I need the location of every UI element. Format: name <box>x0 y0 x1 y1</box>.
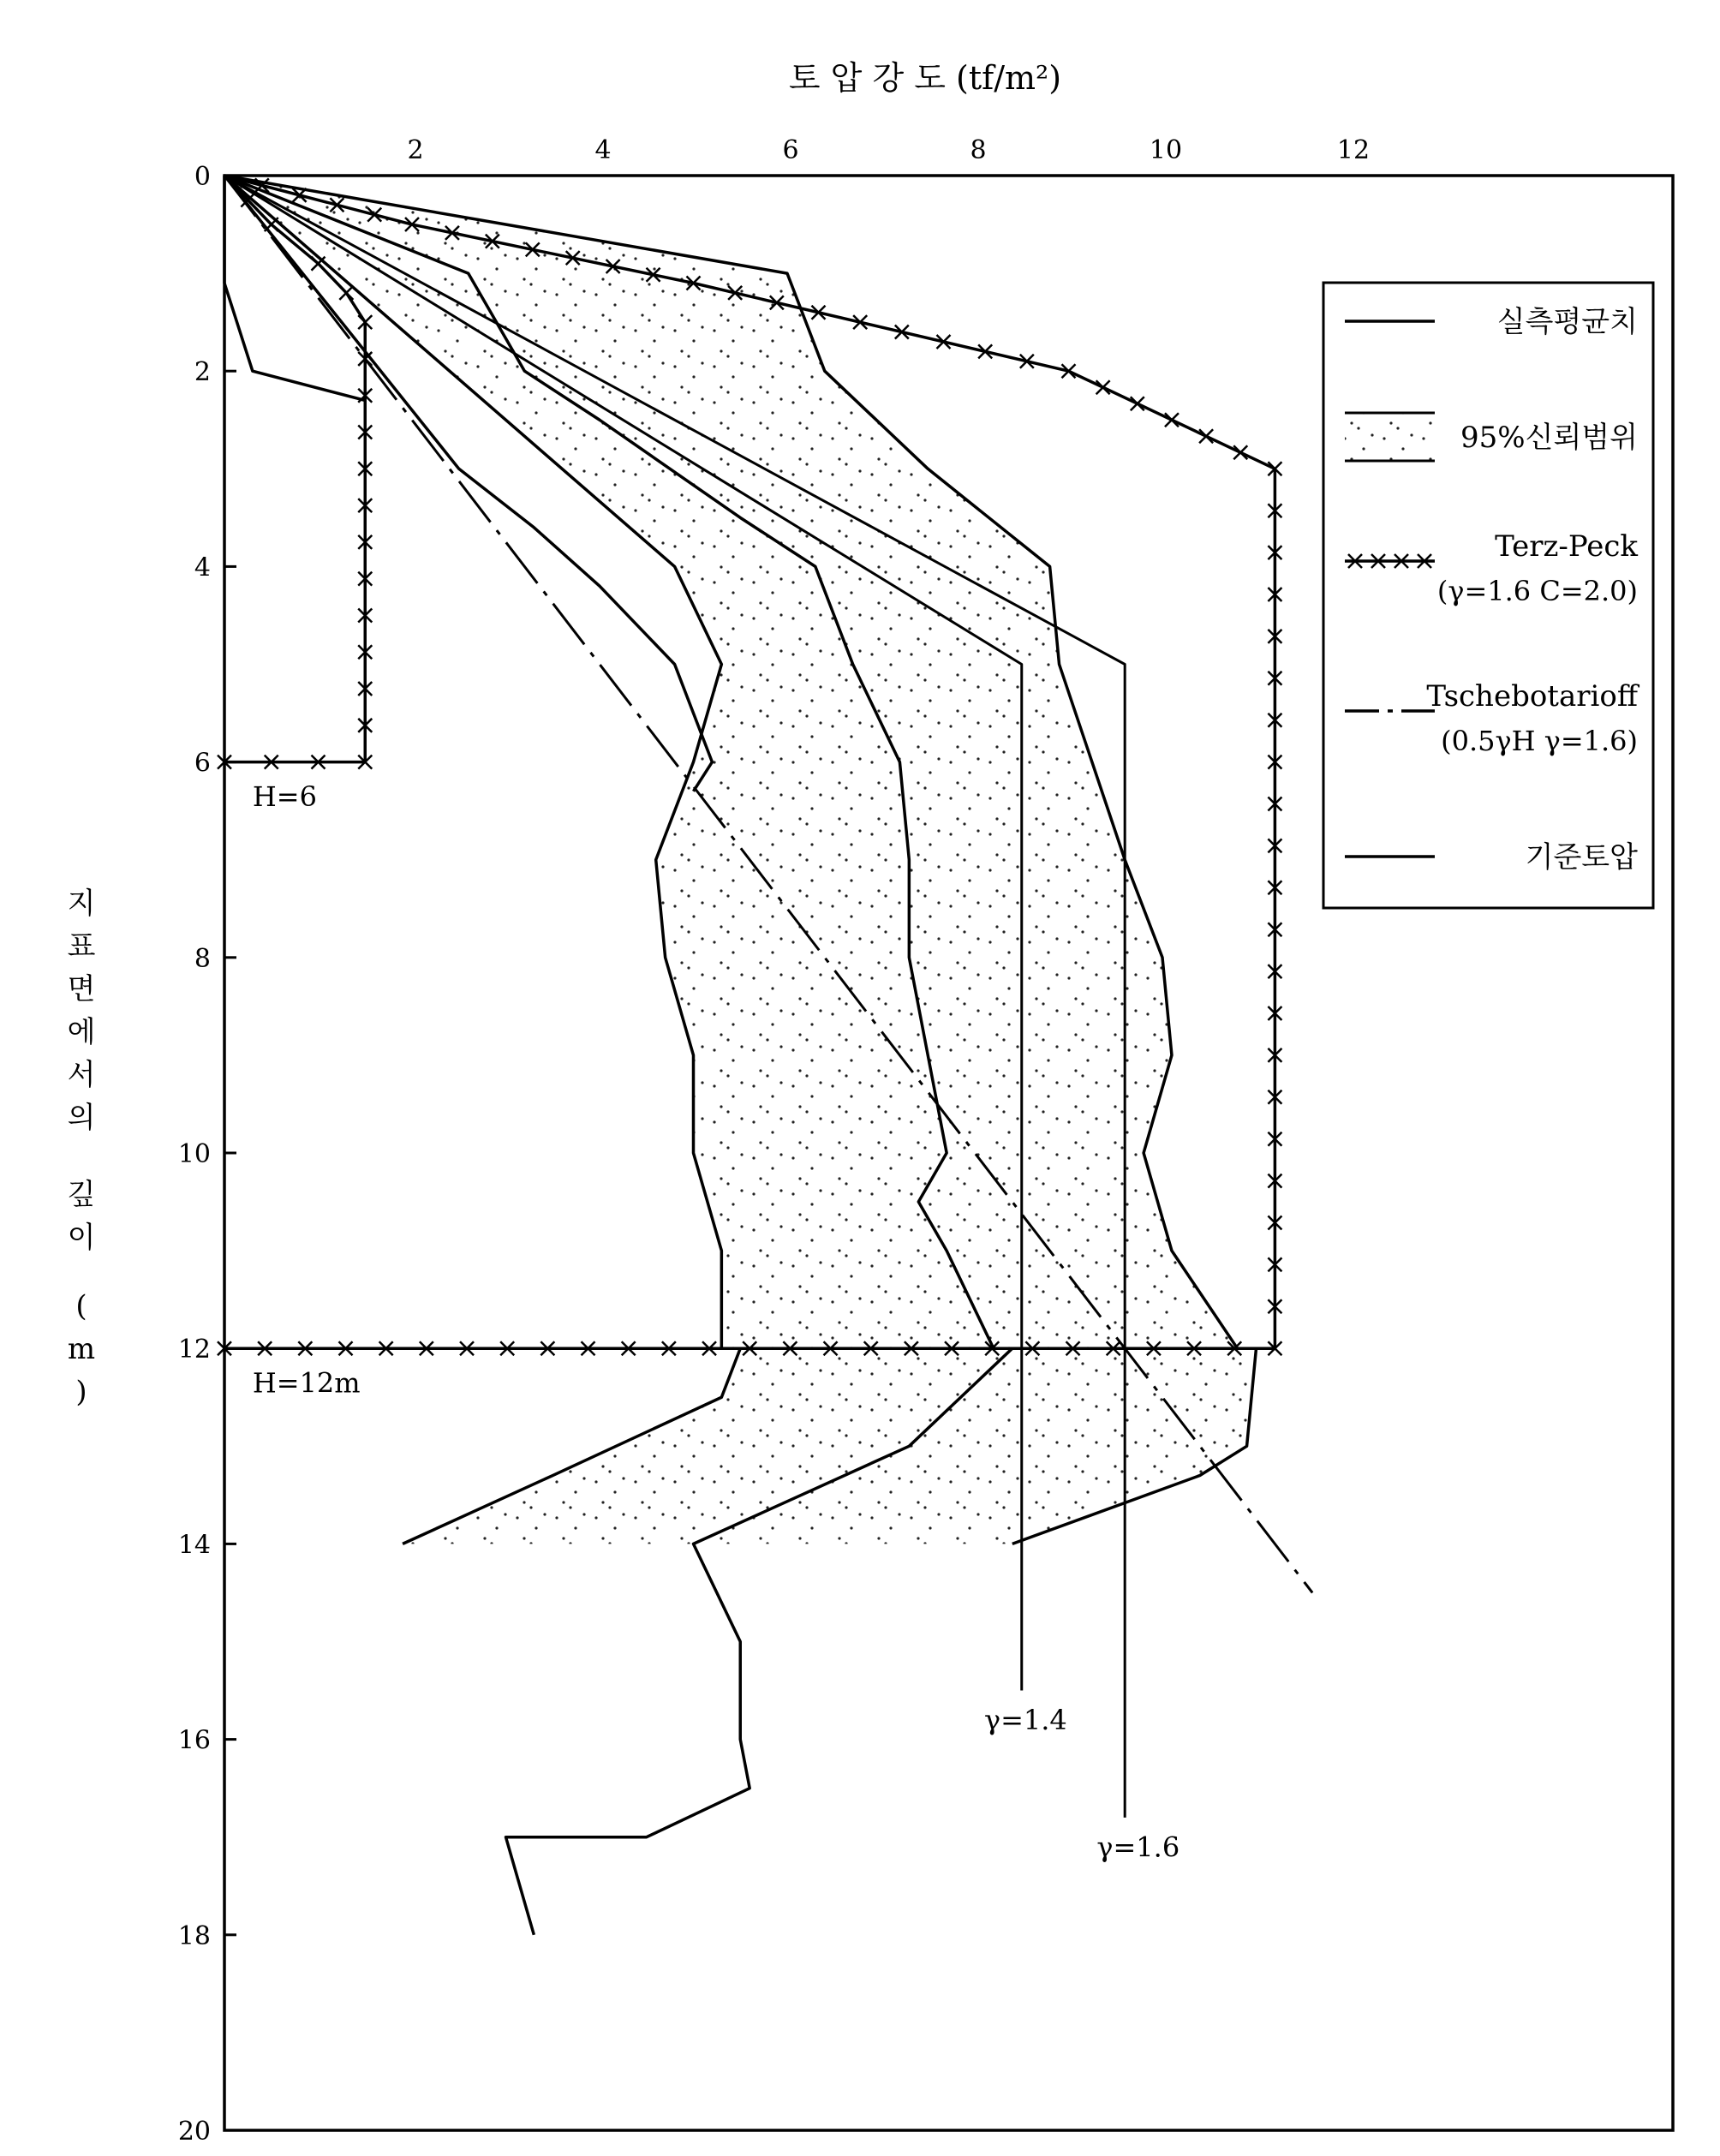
cross-marker <box>1096 380 1110 394</box>
y-axis-label-char: 면 <box>67 972 96 1006</box>
legend-label-tschebotarioff: Tschebotarioff <box>1426 679 1638 714</box>
x-tick-label: 8 <box>970 135 987 165</box>
legend-swatch-band <box>1345 413 1435 461</box>
y-tick-label: 8 <box>194 943 211 974</box>
x-tick-label: 4 <box>594 135 612 165</box>
x-tick-label: 6 <box>782 135 799 165</box>
y-tick-label: 12 <box>177 1335 211 1365</box>
y-axis-label-char: 깊 <box>67 1178 96 1212</box>
y-axis-label-char: 이 <box>67 1221 96 1255</box>
cross-marker <box>1131 397 1144 410</box>
cross-marker <box>1233 445 1247 459</box>
x-tick-label: 2 <box>407 135 424 165</box>
legend-label-confidence_95: 95%신뢰범위 <box>1460 421 1638 455</box>
y-tick-label: 6 <box>194 748 211 779</box>
y-axis-label-char: 의 <box>67 1101 96 1135</box>
y-axis-label-char: 에 <box>67 1015 96 1049</box>
annotation-label: γ=1.4 <box>983 1704 1067 1737</box>
y-axis-label-char: 지 <box>67 887 96 921</box>
cross-marker <box>1165 413 1179 427</box>
confidence-band-fill <box>224 176 1257 1544</box>
legend-label-measured_mean: 실측평균치 <box>1496 305 1638 339</box>
y-tick-label: 4 <box>194 552 211 583</box>
y-tick-label: 2 <box>194 357 211 388</box>
y-axis-label-char: 표 <box>67 929 96 964</box>
chart-title: 토 압 강 도 (tf/m²) <box>788 59 1062 97</box>
legend-sublabel-terzaghi_peck: (γ=1.6 C=2.0) <box>1436 575 1638 607</box>
y-axis-label <box>51 882 111 1413</box>
legend <box>1323 283 1653 908</box>
x-tick-label: 10 <box>1149 135 1183 165</box>
legend-label-terzaghi_peck: Terz-Peck <box>1495 529 1638 564</box>
y-axis-label-char: m <box>67 1332 96 1366</box>
confidence-band <box>224 176 1257 1544</box>
cross-marker <box>339 286 353 300</box>
annotation-label: γ=1.6 <box>1096 1831 1180 1864</box>
x-tick-label: 12 <box>1336 135 1371 165</box>
y-tick-label: 16 <box>177 1725 211 1756</box>
y-tick-label: 10 <box>177 1139 211 1169</box>
y-axis-label-char: 서 <box>67 1058 96 1092</box>
y-tick-label: 14 <box>177 1530 211 1561</box>
y-tick-label: 0 <box>194 162 211 192</box>
cross-marker <box>1199 429 1213 443</box>
y-axis-label-char: ) <box>75 1375 87 1409</box>
y-tick-label: 20 <box>177 2117 211 2147</box>
annotation-label: H=12m <box>252 1366 361 1400</box>
y-tick-label: 18 <box>177 1920 211 1951</box>
y-axis-label-char: ( <box>75 1289 87 1323</box>
legend-label-reference: 기준토압 <box>1525 840 1638 875</box>
legend-sublabel-tschebotarioff: (0.5γH γ=1.6) <box>1441 725 1638 757</box>
annotation-label: H=6 <box>252 779 317 813</box>
